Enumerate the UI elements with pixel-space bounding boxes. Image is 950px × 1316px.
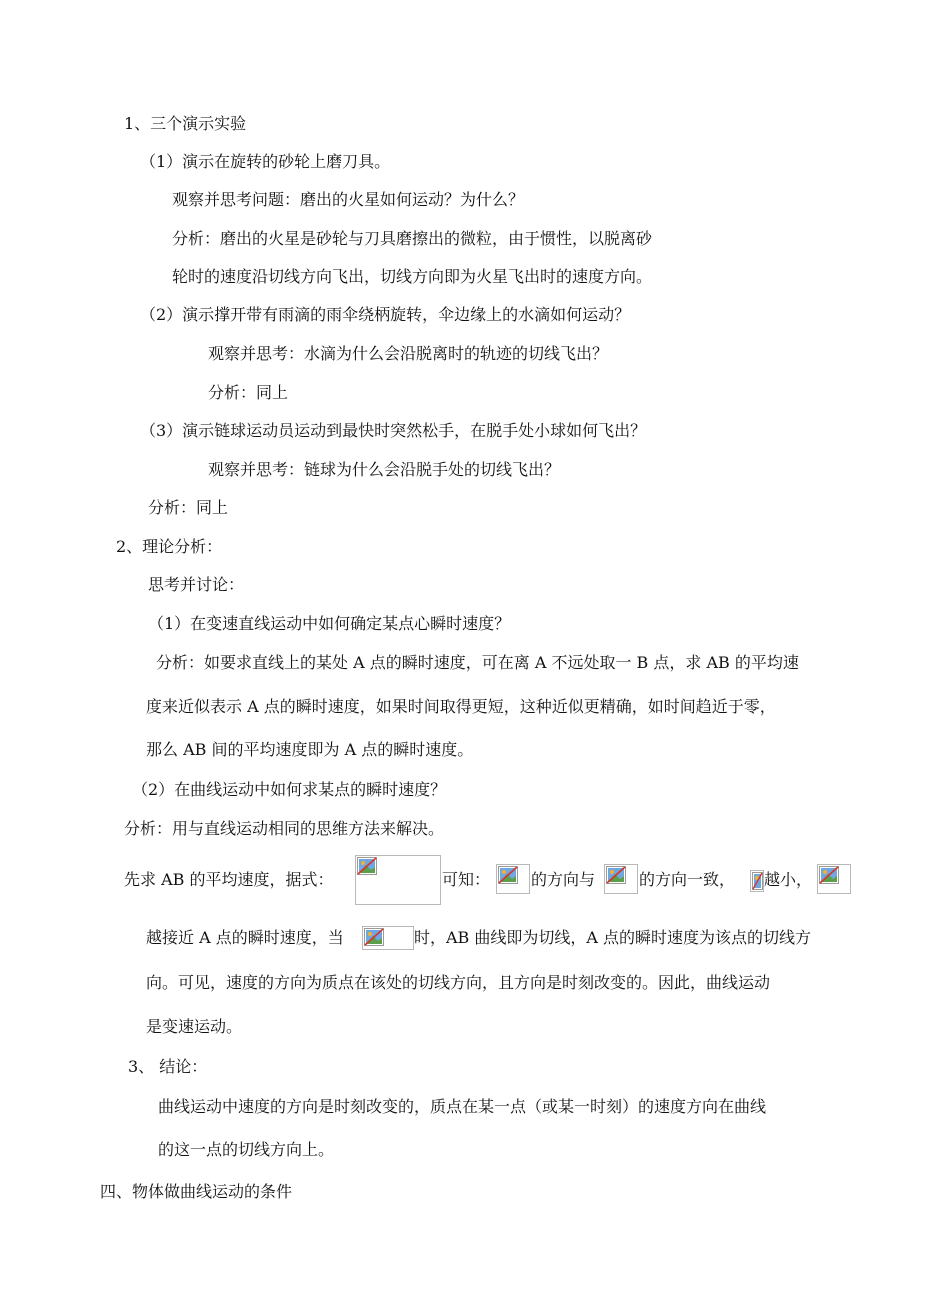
demo-2-title: （2）演示撑开带有雨滴的雨伞绕柄旋转，伞边缘上的水滴如何运动？ [140,305,631,324]
demo-2-question: 观察并思考：水滴为什么会沿脱离时的轨迹的切线飞出？ [208,344,609,363]
section-heading-demos: 1、三个演示实验 [124,114,247,133]
question-1: （1）在变速直线运动中如何确定某点心瞬时速度？ [148,614,511,633]
demo-3-analysis: 分析：同上 [148,498,229,517]
analysis-2: 分析：用与直线运动相同的思维方法来解决。 [124,819,445,838]
section-heading-theory: 2、理论分析： [116,537,223,556]
demo-2-analysis: 分析：同上 [208,383,289,402]
formula-line-text-1: 先求 AB 的平均速度，据式： [124,870,334,889]
demo-3-title: （3）演示链球运动员运动到最快时突然松手，在脱手处小球如何飞出？ [140,421,647,440]
demo-1-analysis-cont: 轮时的速度沿切线方向飞出，切线方向即为火星飞出时的速度方向。 [172,267,653,286]
demo-1-analysis: 分析：磨出的火星是砂轮与刀具磨擦出的微粒，由于惯性，以脱离砂 [172,229,653,248]
broken-image-icon [355,855,441,905]
broken-image-icon [496,864,530,894]
demo-1-question: 观察并思考问题：磨出的火星如何运动？为什么？ [172,190,525,209]
conclusion-text-1: 曲线运动中速度的方向是时刻改变的，质点在某一点（或某一时刻）的速度方向在曲线 [158,1097,767,1116]
analysis-1-line-1: 分析：如要求直线上的某处 A 点的瞬时速度，可在离 A 不远处取一 B 点，求 AB 的平均速 [156,653,799,672]
section-heading-conditions: 四、物体做曲线运动的条件 [100,1182,293,1201]
discussion-label: 思考并讨论： [148,575,245,594]
conclusion-sentence-2: 是变速运动。 [146,1017,243,1036]
formula-line-text-3: 的方向与 [531,870,596,889]
limit-line-text-1: 越接近 A 点的瞬时速度，当 [146,928,344,947]
conclusion-text-2: 的这一点的切线方向上。 [158,1140,335,1159]
demo-1-title: （1）演示在旋转的砂轮上磨刀具。 [140,152,391,171]
broken-image-icon [750,870,764,892]
analysis-1-line-3: 那么 AB 间的平均速度即为 A 点的瞬时速度。 [146,740,474,759]
analysis-1-line-2: 度来近似表示 A 点的瞬时速度，如果时间取得更短，这种近似更精确，如时间趋近于零， [146,697,776,716]
formula-line-text-5: 越小， [764,870,813,889]
limit-line-text-2: 时，AB 曲线即为切线，A 点的瞬时速度为该点的切线方 [414,928,812,947]
question-2: （2）在曲线运动中如何求某点的瞬时速度？ [132,780,447,799]
formula-line-text-4: 的方向一致， [639,870,736,889]
broken-image-icon [362,926,414,950]
broken-image-icon [604,864,638,894]
section-heading-conclusion: 3、 结论： [128,1057,208,1076]
conclusion-sentence-1: 向。可见，速度的方向为质点在该处的切线方向，且方向是时刻改变的。因此，曲线运动 [146,973,771,992]
demo-3-question: 观察并思考：链球为什么会沿脱手处的切线飞出？ [208,460,561,479]
broken-image-icon [817,864,851,894]
formula-line-text-2: 可知： [442,870,491,889]
